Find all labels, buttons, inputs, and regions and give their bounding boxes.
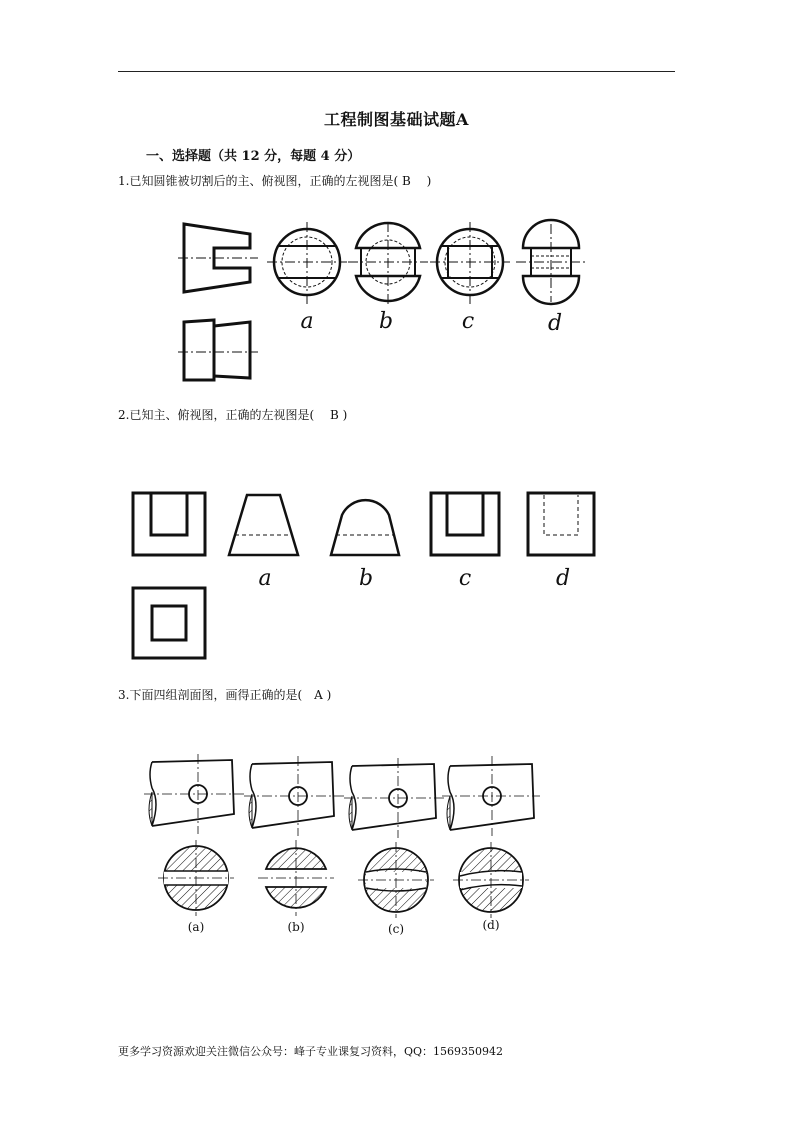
q3-option-c <box>344 758 444 918</box>
question-1-text: 1.已知圆锥被切割后的主、俯视图，正确的左视图是( B ) <box>118 174 432 188</box>
q3-label-a: (a) <box>187 920 205 934</box>
question-2-text: 2.已知主、俯视图，正确的左视图是( B ) <box>118 408 348 422</box>
question-3-figure <box>140 752 540 942</box>
q1-label-a: a <box>300 309 314 334</box>
q3-option-b <box>244 756 344 916</box>
q1-top-view <box>178 320 258 380</box>
q1-option-d <box>516 220 586 304</box>
q3-option-d <box>442 756 540 918</box>
section-heading: 一、选择题（共 12 分，每题 4 分） <box>146 149 361 164</box>
q2-label-b: b <box>358 566 374 591</box>
q2-option-d <box>528 493 594 555</box>
q3-label-b: (b) <box>287 920 305 934</box>
question-1-figure <box>170 212 600 387</box>
q2-option-a <box>229 495 298 555</box>
q2-front-view <box>133 493 205 555</box>
q3-label-c: (c) <box>387 922 405 936</box>
q2-option-c <box>431 493 499 555</box>
q1-option-c <box>430 222 510 304</box>
q2-top-view <box>133 588 205 658</box>
q1-label-b: b <box>378 309 394 334</box>
header-rule <box>118 71 675 72</box>
q1-option-a <box>267 222 347 304</box>
page-title: 工程制图基础试题A <box>324 110 469 129</box>
question-2-figure <box>125 485 605 665</box>
q1-option-b <box>348 222 428 304</box>
q2-label-d: d <box>555 566 571 591</box>
q2-option-b <box>331 500 399 555</box>
q1-front-view <box>178 224 258 292</box>
q2-label-c: c <box>458 566 472 591</box>
q1-label-c: c <box>461 309 475 334</box>
q2-label-a: a <box>258 566 272 591</box>
footer-note: 更多学习资源欢迎关注微信公众号：峰子专业课复习资料，QQ：1569350942 <box>118 1045 504 1058</box>
q3-label-d: (d) <box>482 918 500 932</box>
q3-option-a <box>144 754 244 916</box>
question-3-text: 3.下面四组剖面图，画得正确的是( A ) <box>118 688 332 702</box>
q1-label-d: d <box>547 311 563 336</box>
